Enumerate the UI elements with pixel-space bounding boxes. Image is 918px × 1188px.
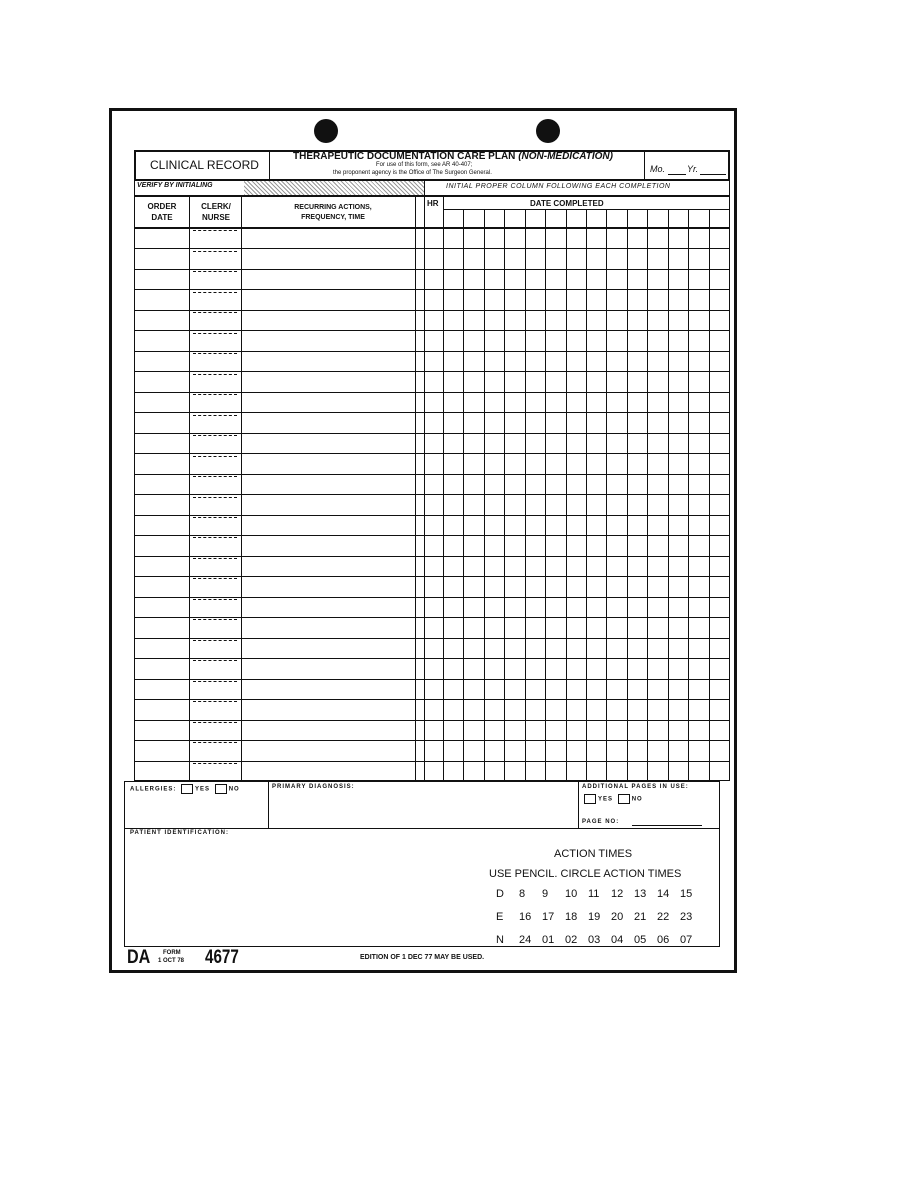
col-date-completed: DATE COMPLETED [530,199,604,208]
row-line [134,515,730,516]
clerk-nurse-dash [193,517,237,518]
allergies-no-label: NO [228,786,240,793]
row-line [134,433,730,434]
action-time-value[interactable]: 8 [519,888,526,900]
order-date-cell[interactable] [135,453,188,473]
action-time-value[interactable]: 05 [634,934,647,946]
primary-diagnosis-label: PRIMARY DIAGNOSIS: [272,784,355,790]
order-date-cell[interactable] [135,740,188,760]
row-line [134,597,730,598]
recurring-action-cell[interactable] [242,658,414,678]
initial-note: INITIAL PROPER COLUMN FOLLOWING EACH COMPLETION [446,183,671,190]
bottom-divider [125,828,720,829]
order-date-cell[interactable] [135,720,188,740]
order-date-cell[interactable] [135,699,188,719]
action-time-value[interactable]: 12 [611,888,624,900]
recurring-action-cell[interactable] [242,576,414,596]
action-time-shift-label: N [496,934,504,946]
recurring-action-cell[interactable] [242,535,414,555]
order-date-cell[interactable] [135,556,188,576]
clerk-nurse-dash [193,599,237,600]
action-times-instruction: USE PENCIL. CIRCLE ACTION TIMES [489,868,682,880]
order-date-cell[interactable] [135,515,188,535]
allergies-no-checkbox[interactable] [215,784,227,794]
additional-yes-checkbox[interactable] [584,794,596,804]
action-time-value[interactable]: 19 [588,911,601,923]
recurring-action-cell[interactable] [242,617,414,637]
header-bottom-line [134,227,730,229]
clerk-nurse-dash [193,251,237,252]
verify-label: VERIFY BY INITIALING [137,182,213,189]
action-time-value[interactable]: 24 [519,934,532,946]
diagnosis-divider [578,782,579,828]
order-date-cell[interactable] [135,248,188,268]
clerk-nurse-dash [193,742,237,743]
order-date-cell[interactable] [135,433,188,453]
recurring-action-cell[interactable] [242,371,414,391]
order-date-cell[interactable] [135,679,188,699]
row-line [134,638,730,639]
clerk-nurse-dash [193,415,237,416]
col-hr: HR [427,199,439,208]
recurring-action-cell[interactable] [242,269,414,289]
day-column-divider [606,209,607,781]
day-column-divider [545,209,546,781]
action-time-value[interactable]: 13 [634,888,647,900]
row-line [134,740,730,741]
row-line [134,453,730,454]
action-time-shift-label: E [496,911,504,923]
clerk-nurse-dash [193,394,237,395]
order-date-cell[interactable] [135,474,188,494]
day-column-divider [688,209,689,781]
form-title-main: THERAPEUTIC DOCUMENTATION CARE PLAN [293,151,516,162]
order-date-cell[interactable] [135,535,188,555]
clerk-nurse-dash [193,312,237,313]
additional-pages-options [582,794,643,804]
recurring-action-cell[interactable] [242,433,414,453]
row-line [134,658,730,659]
action-time-value[interactable]: 9 [542,888,549,900]
allergy-divider [268,782,269,828]
clerk-nurse-dash [193,578,237,579]
recurring-action-cell[interactable] [242,740,414,760]
action-time-value[interactable]: 21 [634,911,647,923]
row-line [134,371,730,372]
proponent-line: the proponent agency is the Office of The Surgeon General. [333,170,492,176]
day-column-divider [463,209,464,781]
clerk-nurse-dash [193,640,237,641]
order-date-cell[interactable] [135,269,188,289]
recurring-action-cell[interactable] [242,761,414,781]
order-date-cell[interactable] [135,576,188,596]
recurring-action-cell[interactable] [242,289,414,309]
order-date-cell[interactable] [135,638,188,658]
row-line [134,720,730,721]
action-time-value[interactable]: 17 [542,911,555,923]
order-date-cell[interactable] [135,597,188,617]
footer-edition: EDITION OF 1 DEC 77 MAY BE USED. [360,954,485,961]
clerk-nurse-dash [193,353,237,354]
row-line [134,330,730,331]
row-line [134,289,730,290]
footer-form-number: 4677 [205,947,239,968]
order-date-cell[interactable] [135,761,188,781]
clerk-nurse-dash [193,292,237,293]
row-line [134,474,730,475]
row-line [134,351,730,352]
allergies-yes-label: YES [195,786,211,793]
day-column-divider [566,209,567,781]
day-column-divider [647,209,648,781]
row-line [134,679,730,680]
col-clerk-nurse: CLERK/ NURSE [201,202,231,222]
clerk-nurse-dash [193,230,237,231]
order-date-cell[interactable] [135,617,188,637]
header-divider-1 [269,151,270,179]
recurring-action-cell[interactable] [242,351,414,371]
page-no-label: PAGE NO: [582,819,620,825]
form-title-sub: (NON-MEDICATION) [518,151,613,162]
patient-id-label: PATIENT IDENTIFICATION: [130,830,229,836]
allergies-yes-checkbox[interactable] [181,784,193,794]
additional-no-label: NO [631,796,643,803]
recurring-action-cell[interactable] [242,474,414,494]
page-no-line[interactable] [632,825,702,826]
row-line [134,535,730,536]
use-line: For use of this form, see AR 40-407; [376,162,473,168]
verify-divider [424,180,425,196]
recurring-action-cell[interactable] [242,392,414,412]
day-column-divider [586,209,587,781]
action-time-value[interactable]: 01 [542,934,555,946]
yr-label[interactable]: Yr. [687,164,699,174]
action-time-value[interactable]: 03 [588,934,601,946]
action-time-value[interactable]: 10 [565,888,578,900]
recurring-action-cell[interactable] [242,699,414,719]
yr-line [700,174,726,175]
additional-no-checkbox[interactable] [618,794,630,804]
order-date-cell[interactable] [135,412,188,432]
row-line [134,556,730,557]
row-line [134,761,730,762]
day-column-divider [484,209,485,781]
order-date-cell[interactable] [135,310,188,330]
clerk-nurse-dash [193,374,237,375]
header-divider-2 [644,151,645,179]
order-date-cell[interactable] [135,392,188,412]
order-date-cell[interactable] [135,658,188,678]
clerk-nurse-dash [193,763,237,764]
action-times-title: ACTION TIMES [554,848,633,860]
verify-shaded-area [244,181,424,195]
column-divider [443,196,444,781]
patient-id-field[interactable] [130,840,470,940]
action-time-value[interactable]: 15 [680,888,693,900]
clinical-record-title: CLINICAL RECORD [150,158,259,172]
action-time-value[interactable]: 18 [565,911,578,923]
action-time-value[interactable]: 14 [657,888,670,900]
care-plan-table [134,196,730,781]
clerk-nurse-dash [193,660,237,661]
footer-form-date: 1 OCT 78 [158,958,185,964]
clerk-nurse-dash [193,435,237,436]
clerk-nurse-dash [193,333,237,334]
row-line [134,494,730,495]
column-divider [189,196,190,781]
day-column-divider [668,209,669,781]
column-divider [424,196,425,781]
clerk-nurse-dash [193,681,237,682]
action-time-value[interactable]: 11 [588,888,600,900]
row-line [134,248,730,249]
clerk-nurse-dash [193,271,237,272]
clerk-nurse-dash [193,456,237,457]
mo-line [668,174,686,175]
order-date-cell[interactable] [135,351,188,371]
row-line [134,699,730,700]
action-time-value[interactable]: 07 [680,934,693,946]
col-order-date: ORDER DATE [147,202,177,222]
day-column-divider [504,209,505,781]
recurring-action-cell[interactable] [242,248,414,268]
footer-form-word: FORM [163,950,181,956]
action-time-value[interactable]: 06 [657,934,670,946]
action-time-value[interactable]: 23 [680,911,693,923]
allergies-label [130,784,240,794]
day-column-divider [525,209,526,781]
clerk-nurse-dash [193,722,237,723]
recurring-action-cell[interactable] [242,494,414,514]
recurring-action-cell[interactable] [242,515,414,535]
order-date-cell[interactable] [135,494,188,514]
additional-yes-label: YES [598,796,614,803]
row-line [134,392,730,393]
col-recurring-actions: RECURRING ACTIONS, FREQUENCY, TIME [294,204,372,221]
row-line [134,576,730,577]
recurring-action-cell[interactable] [242,679,414,699]
action-time-value[interactable]: 16 [519,911,532,923]
order-date-cell[interactable] [135,330,188,350]
order-date-cell[interactable] [135,289,188,309]
primary-diagnosis-field[interactable] [272,794,572,824]
recurring-action-cell[interactable] [242,720,414,740]
recurring-action-cell[interactable] [242,330,414,350]
action-time-value[interactable]: 20 [611,911,624,923]
clerk-nurse-dash [193,701,237,702]
action-time-value[interactable]: 04 [611,934,624,946]
row-line [134,269,730,270]
recurring-action-cell[interactable] [242,556,414,576]
recurring-action-cell[interactable] [242,597,414,617]
action-time-shift-label: D [496,888,504,900]
recurring-action-cell[interactable] [242,453,414,473]
recurring-action-cell[interactable] [242,412,414,432]
form-title [293,151,613,162]
day-column-divider [709,209,710,781]
order-date-cell[interactable] [135,228,188,248]
footer-da: DA [127,947,151,968]
clerk-nurse-dash [193,619,237,620]
day-column-divider [627,209,628,781]
recurring-action-cell[interactable] [242,310,414,330]
row-line [134,412,730,413]
clerk-nurse-dash [193,537,237,538]
clerk-nurse-dash [193,497,237,498]
additional-pages-label: ADDITIONAL PAGES IN USE: [582,784,689,790]
order-date-cell[interactable] [135,371,188,391]
row-line [134,617,730,618]
recurring-action-cell[interactable] [242,638,414,658]
recurring-action-cell[interactable] [242,228,414,248]
allergies-text: ALLERGIES: [130,786,177,793]
action-time-value[interactable]: 22 [657,911,670,923]
column-divider [415,196,416,781]
row-line [134,310,730,311]
clerk-nurse-dash [193,476,237,477]
clerk-nurse-dash [193,558,237,559]
action-time-value[interactable]: 02 [565,934,578,946]
mo-label[interactable]: Mo. [650,164,666,174]
